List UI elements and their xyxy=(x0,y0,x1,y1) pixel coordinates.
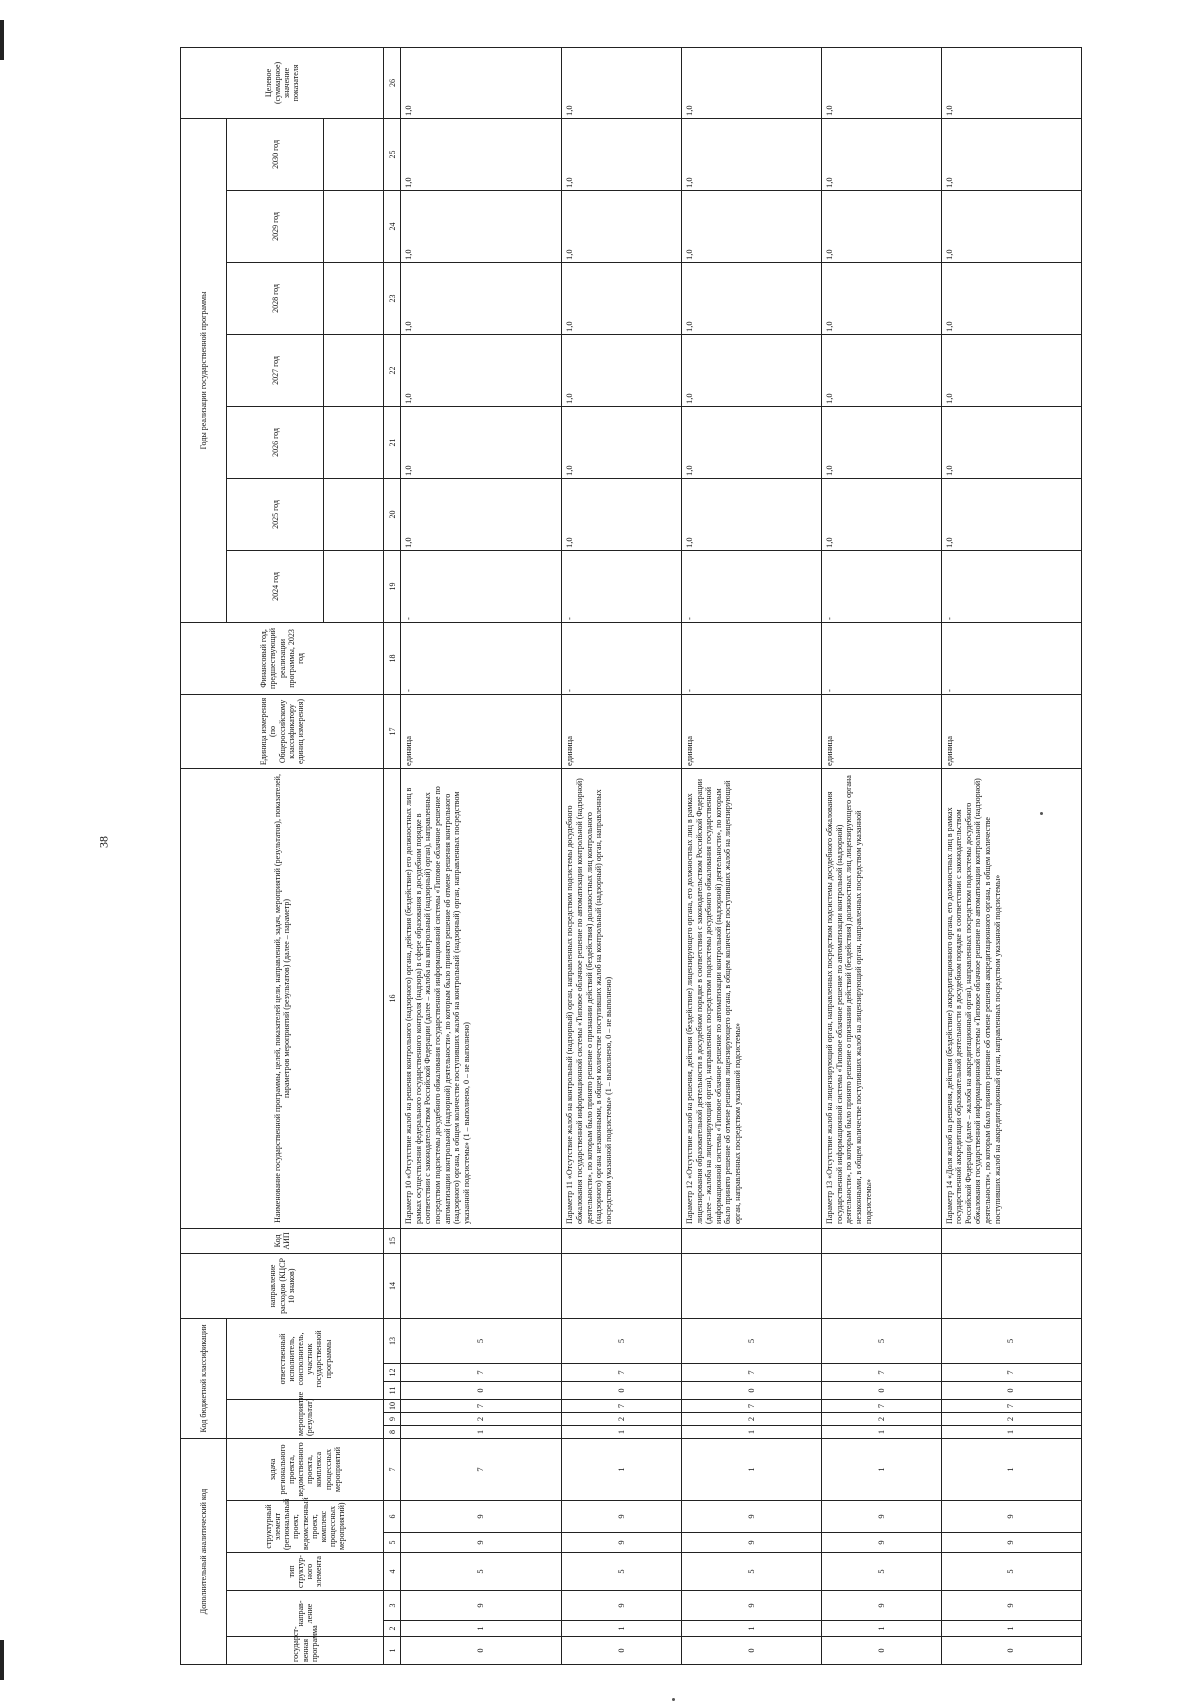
header-row-1 xyxy=(181,47,227,1664)
code-cell xyxy=(941,1253,1081,1318)
code-cell: 5 xyxy=(941,1318,1081,1363)
value-cell: 1,0 xyxy=(562,478,681,550)
column-number: 19 xyxy=(384,550,401,622)
value-cell: - xyxy=(562,622,681,694)
parameter-description: Параметр 14 «Доля жалоб на решения, действия (бездействие) аккредитационного органа, его должностных лиц в рамках государственной аккредитации образовательной деятельности в досудебном порядке в соответствии с законодательством Российской Федерации (далее – жалоба на аккредитационный орган), направленных посредством подсистемы досудебного обжалования государственной информационной системы «Типовое облачное решение по автоматизации контрольной (надзорной) деятельности», по которым было принято решение об отмене решения аккредитационного органа, в общем количестве поступивших жалоб на аккредитационный орган, направленных посредством указанной подсистемы» xyxy=(941,768,1081,1228)
code-cell: 7 xyxy=(822,1363,941,1381)
code-cell xyxy=(681,1228,821,1253)
code-cell: 7 xyxy=(681,1399,821,1412)
parameter-description: Параметр 11 «Отсутствие жалоб на контрольный (надзорный) орган, направленных посредством подсистемы досудебного обжалования государственной информационной системы «Типовое облачное решение по автоматизации контрольной (надзорной) деятельности», по которым было принято решение о признании действий (бездействия) должностных лиц контрольного (надзорного) органа незаконными, в общем количестве поступивших жалоб на контрольный (надзорный) орган, направленных посредством указанной подсистемы» (1 – выполнено, 0 – не выполнено) xyxy=(562,768,681,1228)
column-numbers-row xyxy=(384,47,401,1664)
code-cell: 2 xyxy=(401,1412,562,1425)
column-number: 21 xyxy=(384,406,401,478)
code-cell: 0 xyxy=(401,1637,562,1665)
code-cell: 1 xyxy=(681,1425,821,1438)
value-cell: 1,0 xyxy=(822,262,941,334)
table-frame xyxy=(180,61,1082,1665)
code-cell: 9 xyxy=(562,1591,681,1621)
code-cell: 9 xyxy=(941,1501,1081,1533)
code-cell: 5 xyxy=(401,1318,562,1363)
column-number: 5 xyxy=(384,1533,401,1553)
code-cell: 0 xyxy=(681,1637,821,1665)
header-year-spacer xyxy=(324,550,384,622)
value-cell: 1,0 xyxy=(681,118,821,190)
value-cell: - xyxy=(681,550,821,622)
value-cell: - xyxy=(401,622,562,694)
column-number: 8 xyxy=(384,1425,401,1438)
header-year-spacer xyxy=(324,190,384,262)
value-cell: 1,0 xyxy=(681,334,821,406)
code-cell: 7 xyxy=(681,1363,821,1381)
code-cell: 1 xyxy=(681,1438,821,1500)
parameter-description: Параметр 12 «Отсутствие жалоб на решения, действия (бездействие) лицензирующего органа, его должностных лиц в рамках лицензирования образовательной деятельности в досудебном порядке в соответствии с законодательством Российской Федерации (далее – жалоба на лицензирующий орган), направленных посредством подсистемы досудебного обжалования государственной информационной системы «Типовое облачное решение по автоматизации контрольной (надзорной) деятельности», по которым было принято решение об отмене решения лицензирующего органа, в общем количестве поступивших жалоб на лицензирующий орган, направленных посредством указанной подсистемы» xyxy=(681,768,821,1228)
code-cell: 2 xyxy=(822,1412,941,1425)
value-cell: 1,0 xyxy=(941,118,1081,190)
code-cell: 1 xyxy=(941,1438,1081,1500)
value-cell: - xyxy=(941,550,1081,622)
code-cell xyxy=(822,1253,941,1318)
header-year-spacer xyxy=(324,334,384,406)
value-cell: 1,0 xyxy=(401,47,562,118)
value-cell: 1,0 xyxy=(562,118,681,190)
unit-cell: единица xyxy=(941,694,1081,768)
code-cell: 5 xyxy=(822,1553,941,1591)
column-number: 22 xyxy=(384,334,401,406)
column-number: 14 xyxy=(384,1253,401,1318)
value-cell: 1,0 xyxy=(562,47,681,118)
code-cell: 9 xyxy=(941,1591,1081,1621)
code-cell: 0 xyxy=(822,1381,941,1399)
value-cell: - xyxy=(401,550,562,622)
header-year: 2028 год xyxy=(227,262,324,334)
header-year-spacer xyxy=(324,262,384,334)
value-cell: 1,0 xyxy=(562,406,681,478)
value-cell: 1,0 xyxy=(401,118,562,190)
code-cell: 1 xyxy=(822,1621,941,1637)
column-number: 17 xyxy=(384,694,401,768)
code-cell: 2 xyxy=(562,1412,681,1425)
header-year: 2030 год xyxy=(227,118,324,190)
column-number: 4 xyxy=(384,1553,401,1591)
header-struct-element: структурный элемент (региональный проект, ведомственный проект, комплекс процессных мероприятий) xyxy=(227,1501,384,1553)
value-cell: 1,0 xyxy=(401,478,562,550)
code-cell xyxy=(941,1228,1081,1253)
column-number: 6 xyxy=(384,1501,401,1533)
code-cell: 0 xyxy=(941,1637,1081,1665)
code-cell: 1 xyxy=(562,1438,681,1500)
value-cell: 1,0 xyxy=(941,190,1081,262)
code-cell: 1 xyxy=(401,1621,562,1637)
code-cell: 5 xyxy=(562,1553,681,1591)
value-cell: 1,0 xyxy=(822,47,941,118)
binder-mark-bottom xyxy=(0,1640,4,1680)
code-cell: 2 xyxy=(941,1412,1081,1425)
column-number: 12 xyxy=(384,1363,401,1381)
column-number: 18 xyxy=(384,622,401,694)
value-cell: 1,0 xyxy=(562,334,681,406)
code-cell: 0 xyxy=(941,1381,1081,1399)
header-base-year: Финансовый год, предшествующий реализации программы, 2023 год xyxy=(181,622,384,694)
code-cell xyxy=(401,1228,562,1253)
code-cell: 5 xyxy=(401,1553,562,1591)
code-cell: 9 xyxy=(562,1533,681,1553)
header-task: задача регионального проекта, ведомственного проекта, комплекса процессных мероприятий xyxy=(227,1438,384,1500)
code-cell: 7 xyxy=(401,1438,562,1500)
code-cell xyxy=(822,1228,941,1253)
header-years-group: Годы реализации государственной программы xyxy=(181,118,227,622)
code-cell: 7 xyxy=(822,1399,941,1412)
value-cell: 1,0 xyxy=(941,262,1081,334)
code-cell: 9 xyxy=(941,1533,1081,1553)
value-cell: 1,0 xyxy=(941,406,1081,478)
header-year-spacer xyxy=(324,406,384,478)
column-number: 7 xyxy=(384,1438,401,1500)
code-cell: 1 xyxy=(822,1438,941,1500)
column-number: 24 xyxy=(384,190,401,262)
column-number: 20 xyxy=(384,478,401,550)
header-name: Наименование государственной программы, целей, показателей цели, направлений, задач, мероприятий (результатов), показателей, параметров мероприятий (результатов) (далее – параметр) xyxy=(181,768,384,1228)
code-cell: 0 xyxy=(822,1637,941,1665)
value-cell: 1,0 xyxy=(822,190,941,262)
value-cell: - xyxy=(941,622,1081,694)
value-cell: 1,0 xyxy=(822,118,941,190)
value-cell: 1,0 xyxy=(822,334,941,406)
code-cell: 5 xyxy=(822,1318,941,1363)
code-cell: 2 xyxy=(681,1412,821,1425)
column-number: 11 xyxy=(384,1381,401,1399)
code-cell: 7 xyxy=(941,1399,1081,1412)
header-aip-code: Код АИП xyxy=(181,1228,384,1253)
header-budget-code: Код бюджетной классификации xyxy=(181,1318,227,1438)
header-event: мероприятие (результат) xyxy=(227,1399,384,1438)
code-cell: 1 xyxy=(562,1621,681,1637)
page-number: 38 xyxy=(96,836,111,848)
value-cell: 1,0 xyxy=(681,262,821,334)
code-cell: 7 xyxy=(562,1363,681,1381)
header-expense-direction: направление расходов (КЦСР 10 знаков) xyxy=(181,1253,384,1318)
parameter-description: Параметр 13 «Отсутствие жалоб на лицензирующий орган, направленных посредством подсистемы досудебного обжалования государственной информационной системы «Типовое облачное решение по автоматизации контрольной (надзорной) деятельности», по которым было принято решение о признании действий (бездействия) должностных лиц лицензирующего органа незаконными, в общем количестве поступивших жалоб на лицензирующий орган, направленных посредством указанной подсистемы» xyxy=(822,768,941,1228)
code-cell: 1 xyxy=(562,1425,681,1438)
header-year: 2024 год xyxy=(227,550,324,622)
code-cell: 9 xyxy=(562,1501,681,1533)
rotated-table-wrapper xyxy=(180,61,1082,1665)
column-number: 2 xyxy=(384,1621,401,1637)
value-cell: - xyxy=(562,550,681,622)
code-cell: 0 xyxy=(401,1381,562,1399)
table-row xyxy=(562,47,681,1664)
value-cell: 1,0 xyxy=(401,334,562,406)
value-cell: 1,0 xyxy=(681,406,821,478)
code-cell: 9 xyxy=(401,1591,562,1621)
code-cell xyxy=(562,1253,681,1318)
program-indicators-table xyxy=(180,47,1082,1665)
table-row xyxy=(681,47,821,1664)
header-direction: направ-ление xyxy=(227,1591,384,1637)
binder-mark-top xyxy=(0,20,4,60)
code-cell: 5 xyxy=(562,1318,681,1363)
value-cell: 1,0 xyxy=(401,190,562,262)
header-year: 2026 год xyxy=(227,406,324,478)
code-cell: 9 xyxy=(681,1501,821,1533)
code-cell: 5 xyxy=(681,1553,821,1591)
header-year-spacer xyxy=(324,118,384,190)
value-cell: 1,0 xyxy=(681,478,821,550)
code-cell: 9 xyxy=(401,1501,562,1533)
value-cell: 1,0 xyxy=(562,190,681,262)
code-cell xyxy=(562,1228,681,1253)
code-cell: 9 xyxy=(822,1533,941,1553)
value-cell: 1,0 xyxy=(941,334,1081,406)
value-cell: 1,0 xyxy=(822,478,941,550)
column-number: 13 xyxy=(384,1318,401,1363)
column-number: 1 xyxy=(384,1637,401,1665)
code-cell: 0 xyxy=(562,1637,681,1665)
column-number: 15 xyxy=(384,1228,401,1253)
code-cell: 7 xyxy=(941,1363,1081,1381)
value-cell: 1,0 xyxy=(822,406,941,478)
value-cell: - xyxy=(822,550,941,622)
table-row xyxy=(941,47,1081,1664)
code-cell xyxy=(401,1253,562,1318)
code-cell: 9 xyxy=(681,1591,821,1621)
data-rows xyxy=(401,47,1082,1664)
header-year: 2025 год xyxy=(227,478,324,550)
unit-cell: единица xyxy=(822,694,941,768)
code-cell: 7 xyxy=(401,1399,562,1412)
value-cell: 1,0 xyxy=(562,262,681,334)
value-cell: 1,0 xyxy=(681,190,821,262)
code-cell: 9 xyxy=(681,1533,821,1553)
code-cell: 1 xyxy=(401,1425,562,1438)
header-executor: ответственный исполнитель, соисполнитель, участник государственной программы xyxy=(227,1318,384,1399)
code-cell: 7 xyxy=(401,1363,562,1381)
value-cell: 1,0 xyxy=(681,47,821,118)
header-unit: Единица измерения (по Общероссийскому классификатору единиц измерения) xyxy=(181,694,384,768)
table-row xyxy=(822,47,941,1664)
column-number: 16 xyxy=(384,768,401,1228)
header-type-element: тип структур-ного элемента xyxy=(227,1553,384,1591)
code-cell: 1 xyxy=(681,1621,821,1637)
column-number: 26 xyxy=(384,47,401,118)
header-year: 2027 год xyxy=(227,334,324,406)
column-number: 23 xyxy=(384,262,401,334)
value-cell: - xyxy=(681,622,821,694)
column-number: 25 xyxy=(384,118,401,190)
code-cell: 1 xyxy=(941,1621,1081,1637)
value-cell: 1,0 xyxy=(941,478,1081,550)
column-number: 3 xyxy=(384,1591,401,1621)
header-year: 2029 год xyxy=(227,190,324,262)
value-cell: 1,0 xyxy=(401,406,562,478)
code-cell: 0 xyxy=(681,1381,821,1399)
code-cell: 9 xyxy=(822,1501,941,1533)
value-cell: 1,0 xyxy=(401,262,562,334)
code-cell: 5 xyxy=(941,1553,1081,1591)
value-cell: 1,0 xyxy=(941,47,1081,118)
code-cell: 5 xyxy=(681,1318,821,1363)
header-state-program: государст-венная программа xyxy=(227,1637,384,1665)
code-cell: 0 xyxy=(562,1381,681,1399)
table-row xyxy=(401,47,562,1664)
code-cell: 9 xyxy=(401,1533,562,1553)
column-number: 9 xyxy=(384,1412,401,1425)
code-cell: 7 xyxy=(562,1399,681,1412)
value-cell: - xyxy=(822,622,941,694)
header-year-spacer xyxy=(324,478,384,550)
column-number: 10 xyxy=(384,1399,401,1412)
unit-cell: единица xyxy=(562,694,681,768)
code-cell: 1 xyxy=(941,1425,1081,1438)
code-cell: 1 xyxy=(822,1425,941,1438)
parameter-description: Параметр 10 «Отсутствие жалоб на решения контрольного (надзорного) органа, действия (бездействие) его должностных лиц в рамках осуществления федерального государственного контроля (надзора) в сфере образования в досудебном порядке в соответствии с законодательством Российской Федерации (далее – жалоба на контрольный (надзорный) орган), направленных посредством подсистемы досудебного обжалования государственной информационной системы «Типовое облачное решение по автоматизации контрольной (надзорной) деятельности», по которым было принято решение об отмене решения контрольного (надзорного) органа, в общем количестве поступивших жалоб на контрольный (надзорный) орган, направленных посредством указанной подсистемы» (1 – выполнено, 0 – не выполнено) xyxy=(401,768,562,1228)
code-cell: 9 xyxy=(822,1591,941,1621)
header-extra-code: Дополнительный аналитический код xyxy=(181,1438,227,1664)
code-cell xyxy=(681,1253,821,1318)
unit-cell: единица xyxy=(401,694,562,768)
unit-cell: единица xyxy=(681,694,821,768)
header-target: Целевое (суммарное) значение показателя xyxy=(181,47,384,118)
